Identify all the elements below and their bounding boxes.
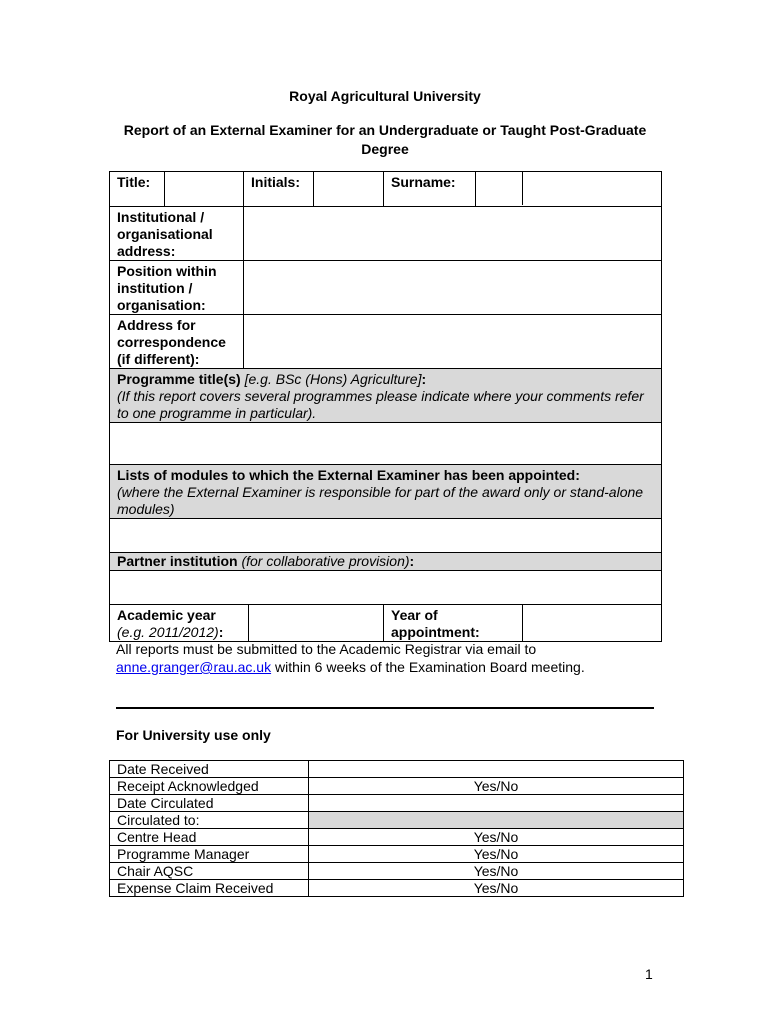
academic-year-colon: : xyxy=(218,624,224,640)
row-value[interactable]: Yes/No xyxy=(309,829,684,846)
partner-colon: : xyxy=(409,553,415,569)
modules-note: (where the External Examiner is responsible for part of the award only or stand-alone modules) xyxy=(117,484,644,517)
programme-title-header xyxy=(110,369,662,423)
row-label: Centre Head xyxy=(110,829,309,846)
year-of-appointment-label: Year of appointment: xyxy=(384,605,523,642)
row-label: Expense Claim Received xyxy=(110,880,309,897)
university-use-heading: For University use only xyxy=(116,727,271,743)
row-value[interactable]: Yes/No xyxy=(309,846,684,863)
partner-note: (for collaborative provision) xyxy=(241,553,410,569)
surname-field[interactable] xyxy=(476,172,662,207)
academic-year-field[interactable] xyxy=(249,605,384,642)
row-label: Date Received xyxy=(110,761,309,778)
academic-year-label-cell xyxy=(110,605,249,642)
row-label: Circulated to: xyxy=(110,812,309,829)
submission-deadline: within 6 weeks of the Examination Board meeting. xyxy=(271,659,585,675)
institutional-address-field[interactable] xyxy=(244,207,662,261)
page-number: 1 xyxy=(645,966,653,982)
table-row xyxy=(110,778,684,795)
report-title: Report of an External Examiner for an Undergraduate or Taught Post-Graduate Degree xyxy=(123,122,647,157)
partner-header xyxy=(110,553,662,571)
programme-title-field[interactable] xyxy=(110,423,662,465)
correspondence-address-field[interactable] xyxy=(244,315,662,369)
programme-colon: : xyxy=(421,371,427,387)
institutional-address-label: Institutional / organisational address: xyxy=(110,207,244,261)
position-field[interactable] xyxy=(244,261,662,315)
partner-field[interactable] xyxy=(110,571,662,605)
university-name: Royal Agricultural University xyxy=(289,88,481,104)
year-of-appointment-field[interactable] xyxy=(523,605,662,642)
row-value[interactable]: Yes/No xyxy=(309,778,684,795)
title-field[interactable] xyxy=(165,172,244,207)
programme-example: [e.g. BSc (Hons) Agriculture] xyxy=(244,371,422,387)
row-value[interactable] xyxy=(309,761,684,778)
university-use-table xyxy=(109,760,684,897)
registrar-email-link[interactable]: anne.granger@rau.ac.uk xyxy=(116,659,272,675)
table-row xyxy=(110,863,684,880)
row-label: Receipt Acknowledged xyxy=(110,778,309,795)
row-value[interactable] xyxy=(309,795,684,812)
programme-note: (If this report covers several programmes please indicate where your comments refer to one programme in particular). xyxy=(117,388,644,421)
table-row xyxy=(110,880,684,897)
submission-note xyxy=(116,640,676,676)
academic-year-label: Academic year xyxy=(117,607,216,623)
initials-field[interactable] xyxy=(314,172,384,207)
surname-label: Surname: xyxy=(384,172,476,207)
row-value[interactable]: Yes/No xyxy=(309,880,684,897)
initials-label: Initials: xyxy=(244,172,314,207)
academic-year-example: (e.g. 2011/2012) xyxy=(117,624,219,640)
modules-header xyxy=(110,465,662,519)
programme-title-label: Programme title(s) xyxy=(117,371,241,387)
row-value xyxy=(309,812,684,829)
table-row xyxy=(110,761,684,778)
correspondence-address-label: Address for correspondence (if different): xyxy=(110,315,244,369)
table-row xyxy=(110,846,684,863)
position-label: Position within institution / organisation: xyxy=(110,261,244,315)
modules-label: Lists of modules to which the External Examiner has been appointed: xyxy=(117,467,580,483)
row-value[interactable]: Yes/No xyxy=(309,863,684,880)
submission-text: All reports must be submitted to the Academic Registrar via email to xyxy=(116,641,537,657)
table-row xyxy=(110,812,684,829)
title-label: Title: xyxy=(110,172,165,207)
row-label: Date Circulated xyxy=(110,795,309,812)
examiner-details-form xyxy=(109,171,662,642)
partner-label: Partner institution xyxy=(117,553,238,569)
row-label: Programme Manager xyxy=(110,846,309,863)
modules-field[interactable] xyxy=(110,519,662,553)
table-row xyxy=(110,795,684,812)
section-divider xyxy=(116,707,654,709)
table-row xyxy=(110,829,684,846)
row-label: Chair AQSC xyxy=(110,863,309,880)
